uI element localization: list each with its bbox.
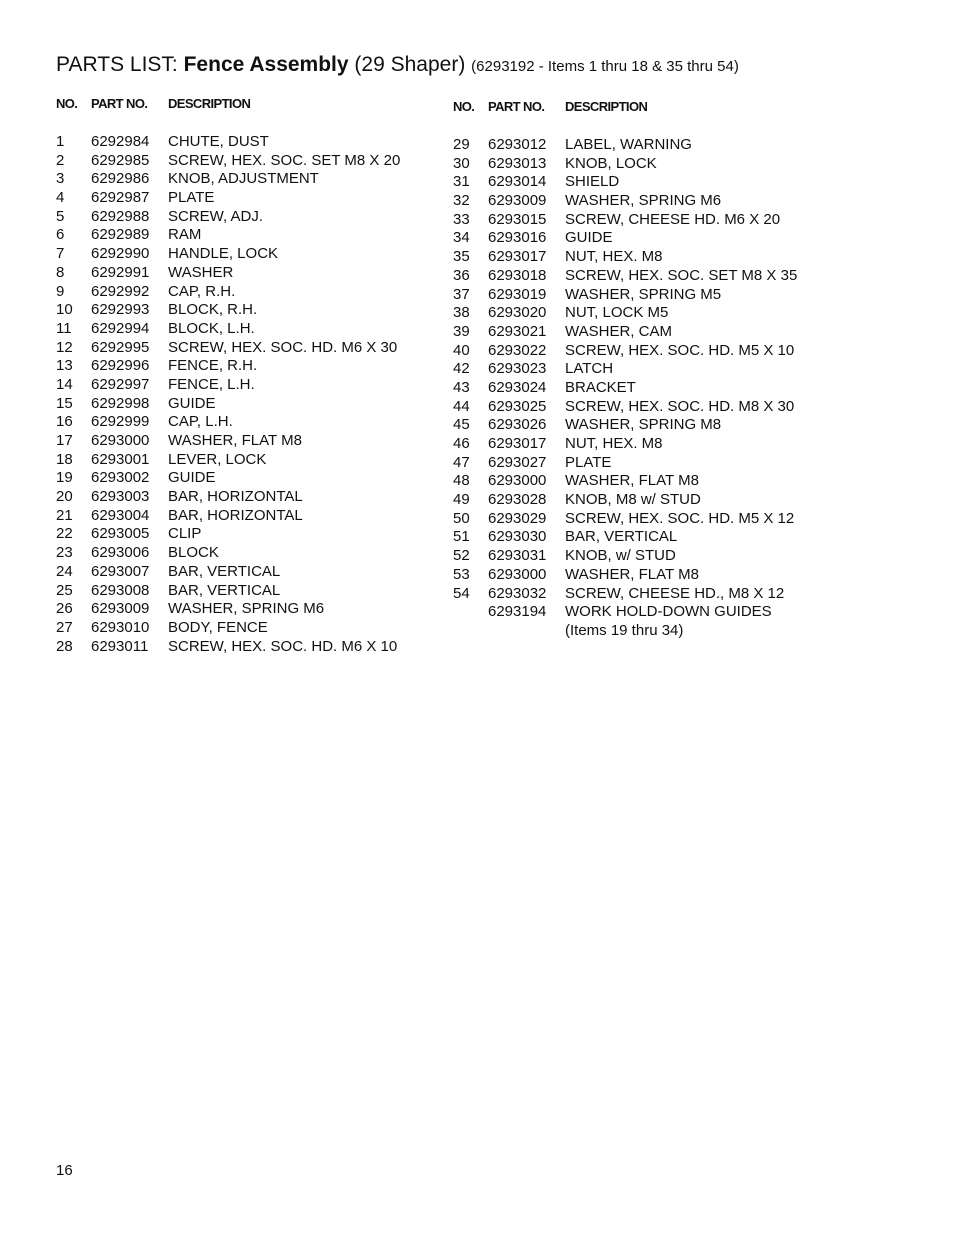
part-description: WASHER, FLAT M8 xyxy=(168,432,302,449)
part-description: HANDLE, LOCK xyxy=(168,245,279,263)
item-number: 33 xyxy=(453,210,470,228)
header-description: DESCRIPTION xyxy=(565,99,648,114)
part-number: 6293000 xyxy=(488,565,547,583)
part-number: 6293017 xyxy=(488,435,547,452)
model-name: (29 Shaper) xyxy=(354,53,466,76)
item-number: 25 xyxy=(56,581,73,599)
item-number: 35 xyxy=(453,248,470,266)
part-number: 6292993 xyxy=(91,301,150,319)
header-part-no: PART NO. xyxy=(91,96,148,111)
part-description: SCREW, HEX. SOC. HD. M6 X 30 xyxy=(168,338,398,356)
part-description: BRACKET xyxy=(565,378,636,396)
item-number: 17 xyxy=(56,432,73,449)
item-number: 28 xyxy=(56,637,73,655)
assembly-note: (6293192 - Items 1 thru 18 & 35 thru 54) xyxy=(471,58,739,75)
part-description: WASHER, FLAT M8 xyxy=(565,565,699,583)
part-number: 6293013 xyxy=(488,154,547,172)
item-number: 43 xyxy=(453,378,470,396)
item-number: 13 xyxy=(56,357,73,375)
item-number: 30 xyxy=(453,154,470,172)
part-description: WASHER, FLAT M8 xyxy=(565,472,699,490)
item-number: 51 xyxy=(453,528,470,546)
item-number: 1 xyxy=(56,133,65,150)
part-number: 6293030 xyxy=(488,528,547,546)
page-title xyxy=(56,52,739,80)
part-number: 6293194 xyxy=(488,603,547,621)
part-description: SCREW, HEX. SOC. HD. M5 X 12 xyxy=(565,509,795,527)
part-description: BAR, HORIZONTAL xyxy=(168,506,303,524)
part-number: 6293021 xyxy=(488,322,547,340)
part-description: LABEL, WARNING xyxy=(565,136,692,153)
item-number: 7 xyxy=(56,245,65,263)
part-number: 6292987 xyxy=(91,189,150,207)
part-description: CHUTE, DUST xyxy=(168,133,269,150)
item-number: 46 xyxy=(453,435,470,452)
part-number: 6292991 xyxy=(91,263,150,281)
item-number: 5 xyxy=(56,207,65,225)
item-number: 26 xyxy=(56,600,73,618)
part-number: 6293029 xyxy=(488,509,547,527)
item-number: 8 xyxy=(56,263,65,281)
item-number: 54 xyxy=(453,584,470,602)
part-number: 6293019 xyxy=(488,285,547,303)
item-number: 29 xyxy=(453,136,470,153)
part-description: WASHER, CAM xyxy=(565,322,672,340)
header-description: DESCRIPTION xyxy=(168,96,251,111)
item-number: 15 xyxy=(56,394,73,412)
item-number: 3 xyxy=(56,170,65,188)
part-number: 6292998 xyxy=(91,394,150,412)
item-number: 23 xyxy=(56,544,73,562)
part-description: SCREW, HEX. SOC. HD. M8 X 30 xyxy=(565,397,795,415)
part-number: 6292986 xyxy=(91,170,150,188)
part-number: 6292990 xyxy=(91,245,150,263)
item-number: 4 xyxy=(56,189,65,207)
item-number: 16 xyxy=(56,413,73,431)
item-number: 40 xyxy=(453,341,470,359)
part-number: 6292999 xyxy=(91,413,150,431)
part-number: 6293028 xyxy=(488,491,547,509)
part-description: LEVER, LOCK xyxy=(168,450,267,468)
part-number: 6293007 xyxy=(91,562,150,580)
part-description: WASHER, SPRING M8 xyxy=(565,416,722,434)
item-number: 44 xyxy=(453,397,470,415)
part-description: SCREW, HEX. SOC. SET M8 X 20 xyxy=(168,151,401,169)
part-description: LATCH xyxy=(565,360,614,378)
item-number: 38 xyxy=(453,304,470,322)
part-description: KNOB, LOCK xyxy=(565,154,657,172)
part-number: 6293002 xyxy=(91,469,150,487)
part-number: 6293023 xyxy=(488,360,547,378)
item-number: 21 xyxy=(56,506,73,524)
item-number: 24 xyxy=(56,562,73,580)
part-description: GUIDE xyxy=(168,394,216,412)
part-description: SCREW, CHEESE HD., M8 X 12 xyxy=(565,584,785,602)
part-description: (Items 19 thru 34) xyxy=(565,621,684,639)
part-description: SCREW, CHEESE HD. M6 X 20 xyxy=(565,210,781,228)
header-no: NO. xyxy=(453,99,475,114)
part-description: WASHER xyxy=(168,263,234,281)
part-description: SCREW, ADJ. xyxy=(168,207,264,225)
part-number: 6293001 xyxy=(91,450,150,468)
part-description: WASHER, SPRING M6 xyxy=(565,192,722,210)
part-description: CLIP xyxy=(168,525,202,543)
item-number: 9 xyxy=(56,282,65,300)
part-description: PLATE xyxy=(565,453,612,471)
item-number: 48 xyxy=(453,472,470,490)
item-number: 6 xyxy=(56,226,65,244)
item-number: 11 xyxy=(56,319,72,337)
part-number: 6292997 xyxy=(91,375,150,393)
part-number: 6293000 xyxy=(91,432,150,449)
part-description: CAP, L.H. xyxy=(168,413,233,431)
item-number: 20 xyxy=(56,488,73,506)
part-number: 6293011 xyxy=(91,637,149,655)
header-no: NO. xyxy=(56,96,78,111)
part-number: 6293000 xyxy=(488,472,547,490)
item-number: 37 xyxy=(453,285,470,303)
part-description: BAR, HORIZONTAL xyxy=(168,488,303,506)
item-number: 36 xyxy=(453,266,470,284)
item-number: 18 xyxy=(56,450,73,468)
part-description: NUT, HEX. M8 xyxy=(565,435,663,452)
part-number: 6293014 xyxy=(488,173,547,191)
part-number: 6293025 xyxy=(488,397,547,415)
page-number: 16 xyxy=(56,1162,73,1179)
title-prefix: PARTS LIST: xyxy=(56,53,178,76)
part-description: BLOCK xyxy=(168,544,219,562)
part-number: 6292994 xyxy=(91,319,150,337)
part-number: 6293026 xyxy=(488,416,547,434)
part-number: 6293012 xyxy=(488,136,547,153)
part-number: 6293027 xyxy=(488,453,547,471)
item-number: 14 xyxy=(56,375,73,393)
item-number: 42 xyxy=(453,360,470,378)
part-number: 6293015 xyxy=(488,210,547,228)
part-description: FENCE, R.H. xyxy=(168,357,258,375)
part-number: 6293010 xyxy=(91,618,150,636)
part-description: GUIDE xyxy=(168,469,216,487)
part-description: RAM xyxy=(168,226,202,244)
part-number: 6293022 xyxy=(488,341,547,359)
item-number: 39 xyxy=(453,322,470,340)
part-description: KNOB, w/ STUD xyxy=(565,547,676,565)
item-number: 52 xyxy=(453,547,470,565)
part-number: 6293020 xyxy=(488,304,547,322)
part-number: 6292989 xyxy=(91,226,150,244)
item-number: 47 xyxy=(453,453,470,471)
part-description: BODY, FENCE xyxy=(168,618,268,636)
item-number: 2 xyxy=(56,151,65,169)
part-number: 6293031 xyxy=(488,547,547,565)
item-number: 22 xyxy=(56,525,73,543)
part-description: BAR, VERTICAL xyxy=(168,581,281,599)
part-number: 6293009 xyxy=(488,192,547,210)
part-description: BLOCK, L.H. xyxy=(168,319,255,337)
part-description: BAR, VERTICAL xyxy=(168,562,281,580)
part-number: 6292992 xyxy=(91,282,150,300)
part-number: 6293004 xyxy=(91,506,150,524)
header-part-no: PART NO. xyxy=(488,99,545,114)
part-number: 6293009 xyxy=(91,600,150,618)
part-description: PLATE xyxy=(168,189,215,207)
item-number: 50 xyxy=(453,509,470,527)
part-description: NUT, LOCK M5 xyxy=(565,304,669,322)
item-number: 10 xyxy=(56,301,73,319)
part-number: 6293018 xyxy=(488,266,547,284)
part-number: 6293005 xyxy=(91,525,150,543)
item-number: 32 xyxy=(453,192,470,210)
part-description: NUT, HEX. M8 xyxy=(565,248,663,266)
item-number: 12 xyxy=(56,338,73,356)
part-number: 6293006 xyxy=(91,544,150,562)
part-description: WASHER, SPRING M6 xyxy=(168,600,325,618)
part-number: 6293016 xyxy=(488,229,547,247)
part-number: 6292984 xyxy=(91,133,150,150)
part-description: SHIELD xyxy=(565,173,620,191)
part-number: 6292985 xyxy=(91,151,150,169)
part-number: 6293003 xyxy=(91,488,150,506)
part-description: KNOB, ADJUSTMENT xyxy=(168,170,319,188)
item-number: 53 xyxy=(453,565,470,583)
part-description: SCREW, HEX. SOC. HD. M6 X 10 xyxy=(168,637,398,655)
item-number: 19 xyxy=(56,469,73,487)
part-number: 6292988 xyxy=(91,207,150,225)
part-description: CAP, R.H. xyxy=(168,282,236,300)
item-number: 27 xyxy=(56,618,73,636)
item-number: 45 xyxy=(453,416,470,434)
assembly-name: Fence Assembly xyxy=(183,53,349,76)
part-number: 6292996 xyxy=(91,357,150,375)
item-number: 34 xyxy=(453,229,470,247)
part-description: WASHER, SPRING M5 xyxy=(565,285,722,303)
part-number: 6293017 xyxy=(488,248,547,266)
part-description: BAR, VERTICAL xyxy=(565,528,678,546)
item-number: 31 xyxy=(453,173,470,191)
part-description: SCREW, HEX. SOC. SET M8 X 35 xyxy=(565,266,798,284)
part-description: GUIDE xyxy=(565,229,613,247)
part-description: BLOCK, R.H. xyxy=(168,301,258,319)
part-description: SCREW, HEX. SOC. HD. M5 X 10 xyxy=(565,341,795,359)
part-description: FENCE, L.H. xyxy=(168,375,255,393)
part-number: 6293032 xyxy=(488,584,547,602)
part-number: 6293008 xyxy=(91,581,150,599)
part-number: 6292995 xyxy=(91,338,150,356)
part-description: WORK HOLD-DOWN GUIDES xyxy=(565,603,772,621)
part-number: 6293024 xyxy=(488,378,547,396)
item-number: 49 xyxy=(453,491,470,509)
part-description: KNOB, M8 w/ STUD xyxy=(565,491,701,509)
